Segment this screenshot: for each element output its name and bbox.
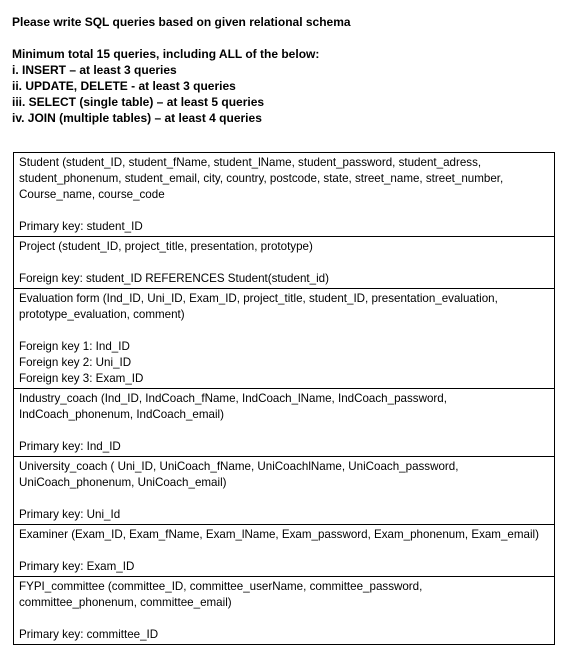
schema-row-fypi-committee <box>14 576 554 644</box>
requirements-list <box>12 46 319 126</box>
spacer <box>19 203 549 219</box>
evaluation-form-foreign-key-2: Foreign key 2: Uni_ID <box>19 356 132 369</box>
spacer <box>19 323 549 339</box>
requirement-item-update-delete: ii. UPDATE, DELETE - at least 3 queries <box>12 79 236 93</box>
evaluation-form-foreign-key-1: Foreign key 1: Ind_ID <box>19 340 130 353</box>
fypi-committee-primary-key: Primary key: committee_ID <box>19 628 159 641</box>
schema-row-project <box>14 236 554 288</box>
schema-table <box>13 152 555 645</box>
university-coach-definition-line: University_coach ( Uni_ID, UniCoach_fName, UniCoachlName, UniCoach_password, <box>19 460 459 473</box>
university-coach-primary-key: Primary key: Uni_Id <box>19 508 121 521</box>
schema-row-examiner <box>14 524 554 576</box>
evaluation-form-definition-line: prototype_evaluation, comment) <box>19 308 185 321</box>
spacer <box>19 611 549 627</box>
industry-coach-primary-key: Primary key: Ind_ID <box>19 440 121 453</box>
project-definition-line: Project (student_ID, project_title, presentation, prototype) <box>19 240 313 253</box>
examiner-primary-key: Primary key: Exam_ID <box>19 560 135 573</box>
page-title: Please write SQL queries based on given relational schema <box>12 15 351 29</box>
examiner-definition-line: Examiner (Exam_ID, Exam_fName, Exam_lName, Exam_password, Exam_phonenum, Exam_email) <box>19 528 539 541</box>
schema-row-university-coach <box>14 456 554 524</box>
requirement-item-join: iv. JOIN (multiple tables) – at least 4 queries <box>12 111 262 125</box>
schema-row-evaluation-form <box>14 288 554 388</box>
requirement-item-insert: i. INSERT – at least 3 queries <box>12 63 177 77</box>
fypi-committee-definition-line: FYPI_committee (committee_ID, committee_userName, committee_password, <box>19 580 423 593</box>
student-primary-key: Primary key: student_ID <box>19 220 143 233</box>
student-definition-line: Course_name, course_code <box>19 188 165 201</box>
spacer <box>19 491 549 507</box>
requirement-item-select: iii. SELECT (single table) – at least 5 queries <box>12 95 265 109</box>
spacer <box>19 543 549 559</box>
industry-coach-definition-line: IndCoach_phonenum, IndCoach_email) <box>19 408 224 421</box>
spacer <box>19 423 549 439</box>
evaluation-form-foreign-key-3: Foreign key 3: Exam_ID <box>19 372 144 385</box>
student-definition-line: student_phonenum, student_email, city, country, postcode, state, street_name, street_number, <box>19 172 504 185</box>
requirements-heading: Minimum total 15 queries, including ALL of the below: <box>12 47 320 61</box>
university-coach-definition-line: UniCoach_phonenum, UniCoach_email) <box>19 476 227 489</box>
project-foreign-key: Foreign key: student_ID REFERENCES Student(student_id) <box>19 272 329 285</box>
schema-row-industry-coach <box>14 388 554 456</box>
schema-row-student <box>14 153 554 236</box>
evaluation-form-definition-line: Evaluation form (Ind_ID, Uni_ID, Exam_ID, project_title, student_ID, presentation_evaluation, <box>19 292 498 305</box>
spacer <box>19 255 549 271</box>
industry-coach-definition-line: Industry_coach (Ind_ID, IndCoach_fName, IndCoach_lName, IndCoach_password, <box>19 392 447 405</box>
fypi-committee-definition-line: committee_phonenum, committee_email) <box>19 596 232 609</box>
student-definition-line: Student (student_ID, student_fName, student_lName, student_password, student_adress, <box>19 156 482 169</box>
